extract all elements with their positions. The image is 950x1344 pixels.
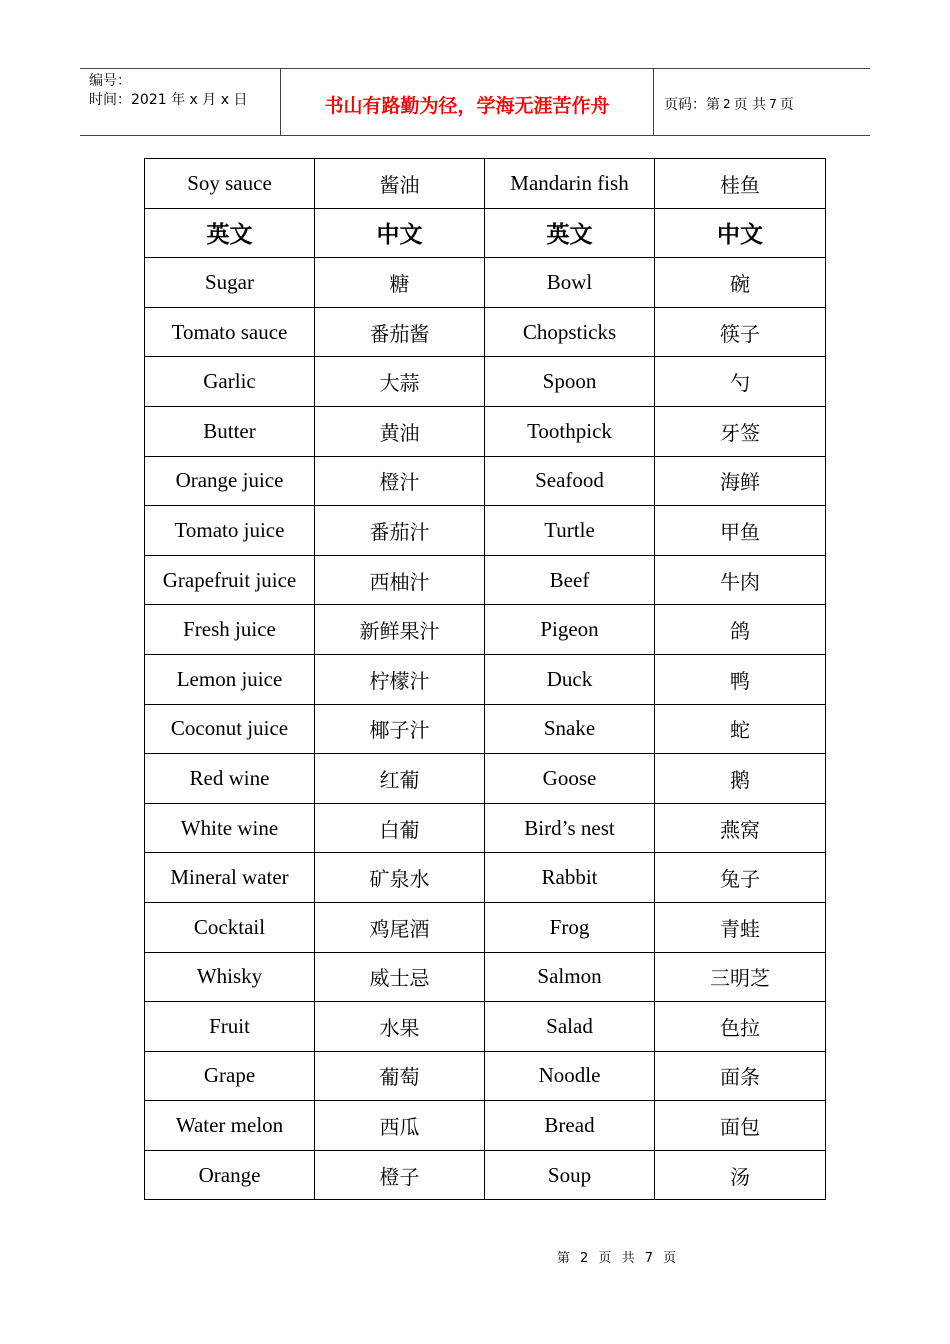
english-cell: White wine [145, 803, 315, 853]
english-cell: Toothpick [485, 406, 655, 456]
footer-ye2: 页 [663, 1251, 677, 1266]
english-cell: Lemon juice [145, 654, 315, 704]
chinese-cell: 甲鱼 [655, 506, 826, 556]
date-label: 时间： [89, 92, 131, 108]
chinese-cell: 大蒜 [315, 357, 485, 407]
chinese-cell: 橙汁 [315, 456, 485, 506]
chinese-cell: 糖 [315, 258, 485, 308]
english-cell: Orange juice [145, 456, 315, 506]
table-row [145, 902, 826, 952]
page-end: 页 [779, 97, 794, 113]
english-cell: Mineral water [145, 853, 315, 903]
chinese-cell: 牛肉 [655, 555, 826, 605]
english-cell: Rabbit [485, 853, 655, 903]
english-cell: Mandarin fish [485, 159, 655, 209]
english-cell: Fruit [145, 1002, 315, 1052]
english-cell: 英文 [145, 208, 315, 258]
date-rest: 年 x 月 x 日 [171, 92, 248, 108]
chinese-cell: 鸭 [655, 654, 826, 704]
chinese-cell: 威士忌 [315, 952, 485, 1002]
chinese-cell: 牙签 [655, 406, 826, 456]
chinese-cell: 兔子 [655, 853, 826, 903]
english-cell: Bread [485, 1101, 655, 1151]
footer-gong: 共 [621, 1251, 635, 1266]
english-cell: Red wine [145, 754, 315, 804]
document-date [89, 91, 280, 110]
table-row [145, 1150, 826, 1200]
table-row [145, 159, 826, 209]
table-row [145, 1101, 826, 1151]
footer-page-number: 2 [579, 1251, 589, 1266]
table-row [145, 456, 826, 506]
english-cell: Sugar [145, 258, 315, 308]
english-cell: Tomato juice [145, 506, 315, 556]
english-cell: Beef [485, 555, 655, 605]
chinese-cell: 筷子 [655, 307, 826, 357]
table-row [145, 605, 826, 655]
english-cell: Bird’s nest [485, 803, 655, 853]
date-year: 2021 [131, 92, 167, 108]
english-cell: Soup [485, 1150, 655, 1200]
table-row [145, 654, 826, 704]
english-cell: Grape [145, 1051, 315, 1101]
page-header [80, 68, 870, 136]
vocabulary-table [144, 158, 826, 1200]
table-row [145, 406, 826, 456]
header-motto: 书山有路勤为径，学海无涯苦作舟 [281, 69, 654, 135]
english-cell: Whisky [145, 952, 315, 1002]
chinese-cell: 碗 [655, 258, 826, 308]
table-row [145, 803, 826, 853]
chinese-cell: 西瓜 [315, 1101, 485, 1151]
chinese-cell: 番茄汁 [315, 506, 485, 556]
english-cell: Turtle [485, 506, 655, 556]
chinese-cell: 色拉 [655, 1002, 826, 1052]
english-cell: 英文 [485, 208, 655, 258]
chinese-cell: 面条 [655, 1051, 826, 1101]
page-mid: 页 共 [733, 97, 767, 113]
chinese-cell: 水果 [315, 1002, 485, 1052]
chinese-cell: 番茄酱 [315, 307, 485, 357]
chinese-cell: 汤 [655, 1150, 826, 1200]
english-cell: Fresh juice [145, 605, 315, 655]
table-row [145, 1002, 826, 1052]
chinese-cell: 海鲜 [655, 456, 826, 506]
english-cell: Cocktail [145, 902, 315, 952]
table-row [145, 853, 826, 903]
page-number: 2 [723, 97, 731, 111]
footer-page-total: 7 [644, 1251, 653, 1266]
table-row [145, 952, 826, 1002]
english-cell: Coconut juice [145, 704, 315, 754]
chinese-cell: 鸡尾酒 [315, 902, 485, 952]
english-cell: Soy sauce [145, 159, 315, 209]
table-row [145, 307, 826, 357]
chinese-cell: 燕窝 [655, 803, 826, 853]
english-cell: Frog [485, 902, 655, 952]
page-footer [0, 1247, 950, 1266]
chinese-cell: 蛇 [655, 704, 826, 754]
chinese-cell: 椰子汁 [315, 704, 485, 754]
chinese-cell: 新鲜果汁 [315, 605, 485, 655]
page-label: 页码：第 [664, 97, 720, 113]
english-cell: Seafood [485, 456, 655, 506]
english-cell: Noodle [485, 1051, 655, 1101]
chinese-cell: 中文 [655, 208, 826, 258]
chinese-cell: 中文 [315, 208, 485, 258]
table-row [145, 704, 826, 754]
chinese-cell: 黄油 [315, 406, 485, 456]
page-total: 7 [769, 97, 777, 111]
english-cell: Butter [145, 406, 315, 456]
chinese-cell: 葡萄 [315, 1051, 485, 1101]
chinese-cell: 勺 [655, 357, 826, 407]
english-cell: Spoon [485, 357, 655, 407]
table-row [145, 258, 826, 308]
english-cell: Bowl [485, 258, 655, 308]
footer-di: 第 [556, 1251, 570, 1266]
header-page-info [654, 69, 870, 135]
english-cell: Tomato sauce [145, 307, 315, 357]
chinese-cell: 白葡 [315, 803, 485, 853]
english-cell: Pigeon [485, 605, 655, 655]
footer-ye: 页 [598, 1251, 612, 1266]
table-column-header-row [145, 208, 826, 258]
table-row [145, 754, 826, 804]
chinese-cell: 酱油 [315, 159, 485, 209]
chinese-cell: 桂鱼 [655, 159, 826, 209]
chinese-cell: 矿泉水 [315, 853, 485, 903]
table-row [145, 357, 826, 407]
english-cell: Duck [485, 654, 655, 704]
chinese-cell: 鸽 [655, 605, 826, 655]
vocabulary-table-body [145, 159, 826, 1200]
english-cell: Orange [145, 1150, 315, 1200]
header-info-cell [80, 69, 281, 135]
english-cell: Garlic [145, 357, 315, 407]
english-cell: Salad [485, 1002, 655, 1052]
chinese-cell: 红葡 [315, 754, 485, 804]
english-cell: Salmon [485, 952, 655, 1002]
chinese-cell: 鹅 [655, 754, 826, 804]
chinese-cell: 三明芝 [655, 952, 826, 1002]
chinese-cell: 青蛙 [655, 902, 826, 952]
chinese-cell: 柠檬汁 [315, 654, 485, 704]
table-row [145, 555, 826, 605]
table-row [145, 506, 826, 556]
chinese-cell: 面包 [655, 1101, 826, 1151]
chinese-cell: 西柚汁 [315, 555, 485, 605]
english-cell: Snake [485, 704, 655, 754]
table-row [145, 1051, 826, 1101]
document-number-label: 编号： [89, 73, 131, 89]
english-cell: Chopsticks [485, 307, 655, 357]
english-cell: Water melon [145, 1101, 315, 1151]
english-cell: Goose [485, 754, 655, 804]
chinese-cell: 橙子 [315, 1150, 485, 1200]
english-cell: Grapefruit juice [145, 555, 315, 605]
